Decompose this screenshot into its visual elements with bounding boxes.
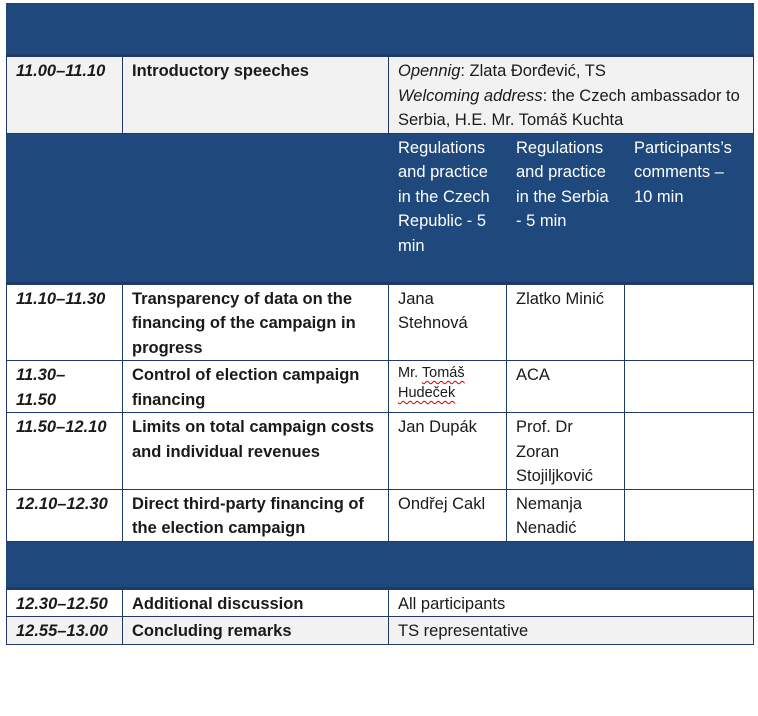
session-time: 12.10–12.30 <box>7 489 123 541</box>
session-time: 11.10–11.30 <box>7 283 123 361</box>
opening-row <box>7 56 754 134</box>
session-czech <box>389 361 507 413</box>
opening-time: 11.00–11.10 <box>7 56 123 134</box>
break-band <box>7 541 754 588</box>
session-time <box>7 361 123 413</box>
session-serbia: ACA <box>507 361 625 413</box>
welcome-text: : the Czech ambassador to Serbia, H.E. Mr. Tomáš Kuchta <box>398 86 740 129</box>
column-header-blank-2 <box>123 133 389 283</box>
session-row <box>7 283 754 361</box>
agenda-table <box>6 3 754 645</box>
closing-row <box>7 588 754 617</box>
session-time-end: 11.50 <box>16 390 57 409</box>
closing-time: 12.30–12.50 <box>7 588 123 617</box>
session-czech-surname-part: Tomáš <box>421 365 465 381</box>
welcome-label: Welcoming address <box>398 86 543 105</box>
session-topic: Control of election campaign financing <box>123 361 389 413</box>
session-czech: Ondřej Cakl <box>389 489 507 541</box>
opening-text: : Zlata Đorđević, TS <box>460 62 606 80</box>
session-serbia: Prof. Dr Zoran Stojiljković <box>507 413 625 490</box>
session-row <box>7 489 754 541</box>
session-comments <box>625 283 754 361</box>
session-time-start: 11.30– <box>16 366 66 384</box>
opening-label: Opennig <box>398 62 461 80</box>
session-serbia: Zlatko Minić <box>507 283 625 361</box>
closing-who: All participants <box>389 588 754 617</box>
session-topic: Transparency of data on the financing of the campaign in progress <box>123 283 389 361</box>
closing-row <box>7 617 754 645</box>
session-czech: Jana Stehnová <box>389 283 507 361</box>
column-header-blank-1 <box>7 133 123 283</box>
column-header-row <box>7 133 754 283</box>
closing-topic: Additional discussion <box>123 588 389 617</box>
column-header-serbia: Regulations and practice in the Serbia - 5 min <box>507 133 625 283</box>
column-header-czech: Regulations and practice in the Czech Republic - 5 min <box>389 133 507 283</box>
session-comments <box>625 361 754 413</box>
closing-topic: Concluding remarks <box>123 617 389 645</box>
column-header-comments: Participants’s comments – 10 min <box>625 133 754 283</box>
session-row <box>7 413 754 490</box>
opening-speakers <box>389 56 754 134</box>
break-bar <box>7 541 754 588</box>
session-time: 11.50–12.10 <box>7 413 123 490</box>
session-row <box>7 361 754 413</box>
closing-time: 12.55–13.00 <box>7 617 123 645</box>
session-czech-line1: Mr. <box>398 365 422 381</box>
session-comments <box>625 413 754 490</box>
session-topic: Direct third-party financing of the election campaign <box>123 489 389 541</box>
session-czech: Jan Dupák <box>389 413 507 490</box>
header-band <box>7 4 754 56</box>
session-czech-line2: Hudeček <box>398 385 456 401</box>
closing-who: TS representative <box>389 617 754 645</box>
opening-topic: Introductory speeches <box>123 56 389 134</box>
session-comments <box>625 489 754 541</box>
header-bar <box>7 4 754 56</box>
session-topic: Limits on total campaign costs and individual revenues <box>123 413 389 490</box>
session-serbia: Nemanja Nenadić <box>507 489 625 541</box>
